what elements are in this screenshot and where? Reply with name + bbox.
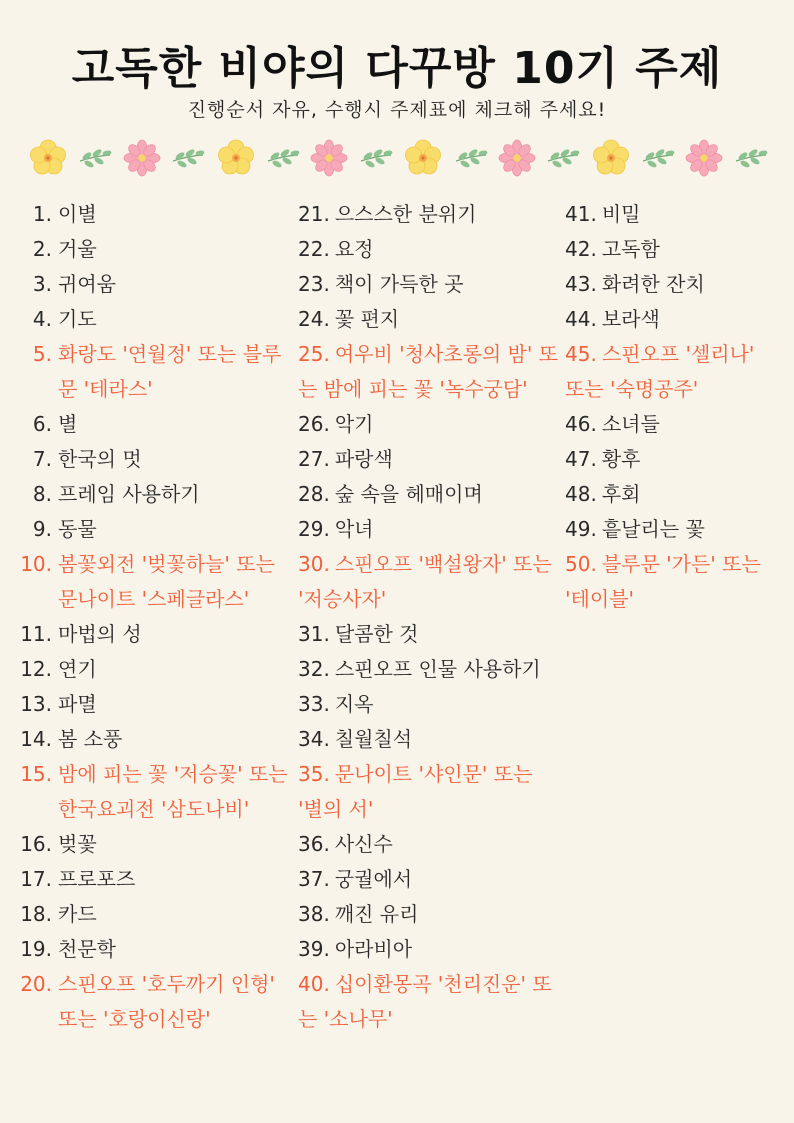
topic-number: 39. bbox=[298, 937, 330, 961]
topic-item bbox=[298, 547, 560, 617]
topic-item bbox=[298, 267, 560, 302]
topic-text: 카드 bbox=[58, 902, 97, 926]
topic-item bbox=[18, 512, 288, 547]
topic-item bbox=[18, 477, 288, 512]
topic-item bbox=[298, 477, 560, 512]
topic-item bbox=[298, 652, 560, 687]
yellow-flower-icon bbox=[28, 138, 68, 178]
topic-text: 칠월칠석 bbox=[334, 727, 413, 751]
topic-item bbox=[565, 267, 775, 302]
topic-number: 25. bbox=[298, 342, 330, 366]
topic-text: 스핀오프 '백설왕자' 또는 '저승사자' bbox=[298, 552, 552, 611]
topic-number: 45. bbox=[565, 342, 597, 366]
topic-item bbox=[18, 197, 288, 232]
topic-item bbox=[298, 232, 560, 267]
topic-text: 동물 bbox=[58, 517, 97, 541]
topic-text: 책이 가득한 곳 bbox=[334, 272, 464, 296]
topic-text: 이별 bbox=[58, 202, 97, 226]
topic-number: 5. bbox=[32, 342, 52, 366]
topic-number: 1. bbox=[32, 202, 52, 226]
topic-number: 47. bbox=[565, 447, 597, 471]
topic-text: 악녀 bbox=[334, 517, 374, 541]
topic-number: 10. bbox=[20, 552, 52, 576]
topic-item bbox=[565, 197, 775, 232]
topic-text: 한국의 멋 bbox=[58, 447, 142, 471]
flower-garland bbox=[28, 136, 768, 180]
topic-item bbox=[565, 512, 775, 547]
topic-text: 꽃 편지 bbox=[334, 307, 400, 331]
topic-text: 여우비 '청사초롱의 밤' 또는 밤에 피는 꽃 '녹수궁담' bbox=[298, 342, 559, 401]
topic-text: 화려한 잔치 bbox=[601, 272, 705, 296]
topic-number: 48. bbox=[565, 482, 597, 506]
topic-text: 블루문 '가든' 또는 '테이블' bbox=[565, 552, 761, 611]
topic-number: 27. bbox=[298, 447, 330, 471]
topic-text: 별 bbox=[58, 412, 78, 436]
topic-item bbox=[298, 512, 560, 547]
page-subtitle: 진행순서 자유, 수행시 주제표에 체크해 주세요! bbox=[187, 99, 607, 121]
topic-text: 프레임 사용하기 bbox=[58, 482, 200, 506]
topic-number: 34. bbox=[298, 727, 330, 751]
topic-text: 문나이트 '샤인문' 또는 '별의 서' bbox=[298, 762, 533, 821]
topic-number: 43. bbox=[565, 272, 597, 296]
topic-number: 8. bbox=[32, 482, 52, 506]
topic-number: 23. bbox=[298, 272, 330, 296]
topic-item bbox=[18, 967, 288, 1037]
topic-item bbox=[298, 687, 560, 722]
pink-flower-icon bbox=[123, 139, 161, 177]
topic-item bbox=[18, 267, 288, 302]
topic-text: 십이환몽곡 '천리진운' 또는 '소나무' bbox=[298, 972, 552, 1031]
topic-item bbox=[565, 477, 775, 512]
leaf-sprig-icon bbox=[734, 147, 768, 169]
topic-text: 비밀 bbox=[601, 202, 641, 226]
topic-text: 거울 bbox=[58, 237, 97, 261]
topic-item bbox=[18, 442, 288, 477]
topic-number: 16. bbox=[20, 832, 52, 856]
topic-item bbox=[298, 757, 560, 827]
leaf-sprig-icon bbox=[171, 147, 205, 169]
topic-column-2 bbox=[298, 197, 560, 1037]
topic-item bbox=[18, 337, 288, 407]
topic-number: 20. bbox=[20, 972, 52, 996]
topic-text: 천문학 bbox=[58, 937, 116, 961]
topic-item bbox=[298, 722, 560, 757]
topic-number: 29. bbox=[298, 517, 330, 541]
topic-number: 31. bbox=[298, 622, 330, 646]
topic-number: 7. bbox=[32, 447, 52, 471]
topic-item bbox=[18, 862, 288, 897]
topic-item bbox=[18, 302, 288, 337]
topic-text: 사신수 bbox=[334, 832, 393, 856]
topic-text: 보라색 bbox=[601, 307, 660, 331]
topic-number: 15. bbox=[20, 762, 52, 786]
topic-text: 소녀들 bbox=[601, 412, 660, 436]
topic-item bbox=[18, 687, 288, 722]
topic-item bbox=[18, 897, 288, 932]
topic-number: 4. bbox=[32, 307, 52, 331]
topic-number: 38. bbox=[298, 902, 330, 926]
topic-number: 24. bbox=[298, 307, 330, 331]
topic-number: 44. bbox=[565, 307, 597, 331]
topic-text: 후회 bbox=[601, 482, 641, 506]
topic-number: 22. bbox=[298, 237, 330, 261]
topic-number: 9. bbox=[32, 517, 52, 541]
topic-text: 밤에 피는 꽃 '저승꽃' 또는 한국요괴전 '삼도나비' bbox=[58, 762, 288, 821]
topic-text: 마법의 성 bbox=[58, 622, 142, 646]
topic-number: 40. bbox=[298, 972, 330, 996]
topic-item bbox=[18, 617, 288, 652]
topic-text: 요정 bbox=[334, 237, 374, 261]
topic-text: 숲 속을 헤매이며 bbox=[334, 482, 483, 506]
pink-flower-icon bbox=[498, 139, 536, 177]
topic-item bbox=[565, 302, 775, 337]
pink-flower-icon bbox=[685, 139, 723, 177]
topic-number: 32. bbox=[298, 657, 330, 681]
topic-item bbox=[18, 932, 288, 967]
topic-number: 12. bbox=[20, 657, 52, 681]
topic-text: 화랑도 '연월정' 또는 블루문 '테라스' bbox=[58, 342, 282, 401]
topic-text: 연기 bbox=[58, 657, 97, 681]
topic-item bbox=[298, 337, 560, 407]
topic-number: 17. bbox=[20, 867, 52, 891]
topic-item bbox=[298, 827, 560, 862]
topic-text: 고독함 bbox=[601, 237, 660, 261]
topic-item bbox=[298, 302, 560, 337]
topic-text: 프로포즈 bbox=[58, 867, 136, 891]
topic-text: 지옥 bbox=[334, 692, 374, 716]
topic-item bbox=[298, 932, 560, 967]
topic-item bbox=[298, 617, 560, 652]
topic-number: 42. bbox=[565, 237, 597, 261]
topic-number: 28. bbox=[298, 482, 330, 506]
topic-number: 35. bbox=[298, 762, 330, 786]
topic-item bbox=[298, 442, 560, 477]
topic-item bbox=[565, 337, 775, 407]
leaf-sprig-icon bbox=[78, 147, 112, 169]
topic-item bbox=[298, 967, 560, 1037]
topic-number: 18. bbox=[20, 902, 52, 926]
pink-flower-icon bbox=[310, 139, 348, 177]
leaf-sprig-icon bbox=[359, 147, 393, 169]
topic-text: 스핀오프 '셀리나' 또는 '숙명공주' bbox=[565, 342, 755, 401]
topic-text: 스핀오프 '호두까기 인형' 또는 '호랑이신랑' bbox=[58, 972, 275, 1031]
topic-number: 19. bbox=[20, 937, 52, 961]
topic-number: 36. bbox=[298, 832, 330, 856]
topic-number: 3. bbox=[32, 272, 52, 296]
topic-item bbox=[565, 547, 775, 617]
topic-text: 봄 소풍 bbox=[58, 727, 123, 751]
topic-text: 달콤한 것 bbox=[334, 622, 419, 646]
topic-text: 파멸 bbox=[58, 692, 97, 716]
topic-item bbox=[565, 232, 775, 267]
topic-number: 50. bbox=[565, 552, 597, 576]
topic-text: 으스스한 분위기 bbox=[334, 202, 477, 226]
topic-number: 37. bbox=[298, 867, 330, 891]
topic-number: 21. bbox=[298, 202, 330, 226]
topic-number: 6. bbox=[32, 412, 52, 436]
topic-item bbox=[18, 652, 288, 687]
topic-number: 41. bbox=[565, 202, 597, 226]
topic-column-1 bbox=[18, 197, 288, 1037]
topic-text: 기도 bbox=[58, 307, 97, 331]
topic-number: 30. bbox=[298, 552, 330, 576]
topic-item bbox=[298, 407, 560, 442]
topic-number: 33. bbox=[298, 692, 330, 716]
leaf-sprig-icon bbox=[641, 147, 675, 169]
topic-text: 귀여움 bbox=[58, 272, 116, 296]
leaf-sprig-icon bbox=[266, 147, 300, 169]
topic-item bbox=[18, 757, 288, 827]
topic-number: 26. bbox=[298, 412, 330, 436]
topic-text: 황후 bbox=[601, 447, 641, 471]
yellow-flower-icon bbox=[591, 138, 631, 178]
topic-text: 깨진 유리 bbox=[334, 902, 419, 926]
topic-text: 스핀오프 인물 사용하기 bbox=[334, 657, 541, 681]
topic-item bbox=[18, 547, 288, 617]
topic-text: 흩날리는 꽃 bbox=[601, 517, 705, 541]
topic-item bbox=[18, 232, 288, 267]
topic-number: 49. bbox=[565, 517, 597, 541]
topic-item bbox=[18, 407, 288, 442]
topic-item bbox=[298, 862, 560, 897]
topic-number: 13. bbox=[20, 692, 52, 716]
leaf-sprig-icon bbox=[454, 147, 488, 169]
topic-text: 파랑색 bbox=[334, 447, 393, 471]
topic-text: 봄꽃외전 '벚꽃하늘' 또는 문나이트 '스페글라스' bbox=[58, 552, 275, 611]
topic-number: 14. bbox=[20, 727, 52, 751]
topic-item bbox=[18, 722, 288, 757]
topic-column-3 bbox=[565, 197, 775, 617]
topic-item bbox=[565, 442, 775, 477]
topic-text: 궁궐에서 bbox=[334, 867, 413, 891]
topic-item bbox=[565, 407, 775, 442]
topic-item bbox=[298, 897, 560, 932]
topic-number: 2. bbox=[32, 237, 52, 261]
topic-number: 46. bbox=[565, 412, 597, 436]
page-title: 고독한 비야의 다꾸방 10기 주제 bbox=[71, 43, 723, 94]
topic-text: 아라비아 bbox=[334, 937, 413, 961]
topic-item bbox=[18, 827, 288, 862]
leaf-sprig-icon bbox=[546, 147, 580, 169]
topic-text: 악기 bbox=[334, 412, 374, 436]
topic-item bbox=[298, 197, 560, 232]
yellow-flower-icon bbox=[403, 138, 443, 178]
yellow-flower-icon bbox=[216, 138, 256, 178]
topic-text: 벚꽃 bbox=[58, 832, 97, 856]
topic-number: 11. bbox=[20, 622, 52, 646]
